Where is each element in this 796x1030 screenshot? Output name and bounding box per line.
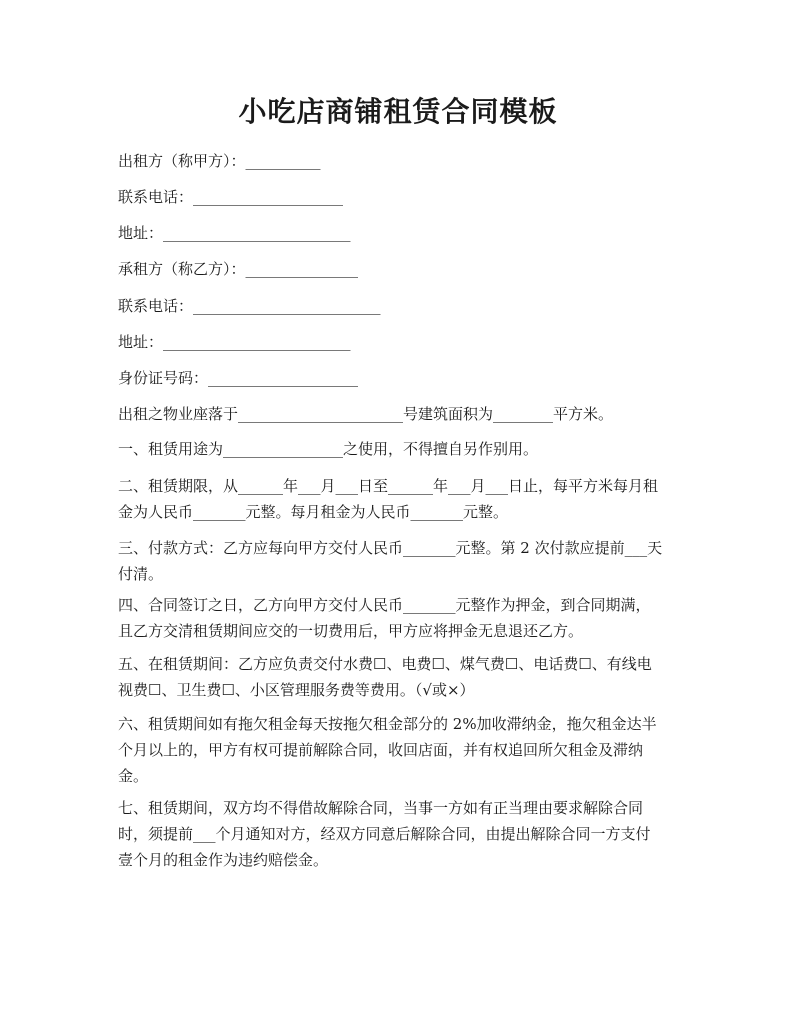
clause-line: 视费☐、卫生费☐、小区管理服务费等费用。（√或×） <box>118 681 475 699</box>
lessee-field: 承租方（称乙方）：_______________ <box>118 260 359 278</box>
clause-2 <box>118 473 684 525</box>
id-number-field: 身份证号码：____________________ <box>118 369 359 387</box>
clause-5 <box>118 651 684 703</box>
clause-line: 且乙方交清租赁期间应交的一切费用后，甲方应将押金无息退还乙方。 <box>118 622 584 640</box>
clause-line: 个月以上的，甲方有权可提前解除合同，收回店面，并有权追回所欠租金及滞纳 <box>118 741 644 759</box>
clause-3 <box>118 535 684 587</box>
clause-line: 时，须提前___个月通知对方，经双方同意后解除合同，由提出解除合同一方支付 <box>118 825 651 843</box>
property-location-field: 出租之物业座落于______________________号建筑面积为________平方米。 <box>118 405 614 423</box>
clause-line: 七、租赁期间，双方均不得借故解除合同，当事一方如有正当理由要求解除合同 <box>118 799 644 817</box>
clause-line: 五、在租赁期间：乙方应负责交付水费☐、电费☐、煤气费☐、电话费☐、有线电 <box>118 655 652 673</box>
lessee-phone-field: 联系电话：_________________________ <box>118 297 381 315</box>
clause-4 <box>118 592 684 644</box>
clause-line: 三、付款方式：乙方应每向甲方交付人民币_______元整。第 2 次付款应提前___天 <box>118 539 663 557</box>
clause-6 <box>118 711 684 789</box>
clause-line: 金。 <box>118 767 149 785</box>
lessor-field: 出租方（称甲方）：__________ <box>118 152 321 170</box>
lessor-address-field: 地址：_________________________ <box>118 224 351 242</box>
lessee-address-field: 地址：_________________________ <box>118 333 351 351</box>
clause-line: 六、租赁期间如有拖欠租金每天按拖欠租金部分的 2%加收滞纳金，拖欠租金达半 <box>118 715 657 733</box>
clause-line: 付清。 <box>118 565 164 583</box>
document-title: 小吃店商铺租赁合同模板 <box>238 95 558 128</box>
lessor-phone-field: 联系电话：____________________ <box>118 188 344 206</box>
clause-line: 壹个月的租金作为违约赔偿金。 <box>118 851 329 869</box>
clause-1 <box>118 436 684 462</box>
clause-line: 四、合同签订之日，乙方向甲方交付人民币_______元整作为押金，到合同期满， <box>118 596 651 614</box>
clause-line: 金为人民币_______元整。每月租金为人民币_______元整。 <box>118 503 509 521</box>
clause-line: 一、租赁用途为________________之使用，不得擅自另作别用。 <box>118 440 539 458</box>
clause-7 <box>118 795 684 873</box>
clause-line: 二、租赁期限，从______年___月___日至______年___月___日止，每平方米每月租 <box>118 477 659 495</box>
